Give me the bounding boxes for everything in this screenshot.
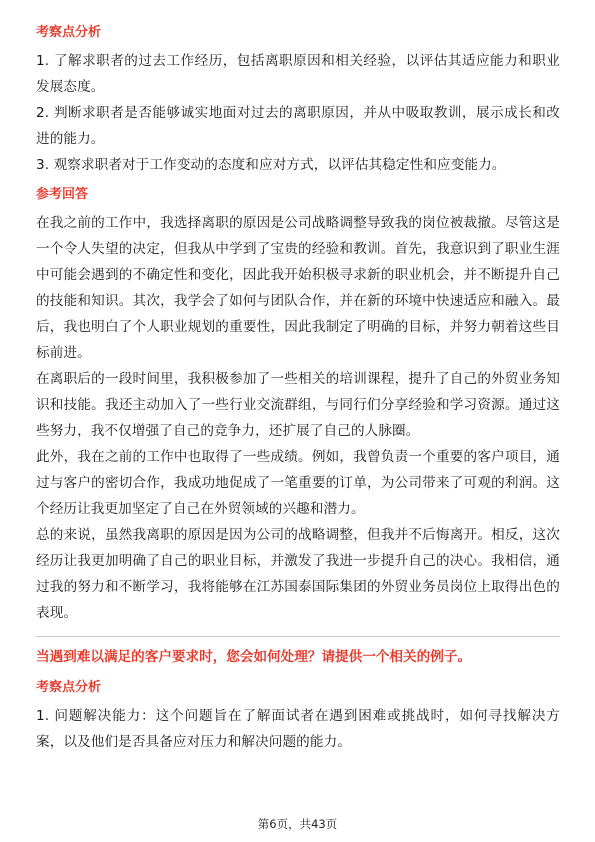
answer-paragraph: 总的来说，虽然我离职的原因是因为公司的战略调整，但我并不后悔离开。相反，这次经历让我更加明确了自己的职业目标，并激发了我进一步提升自己的决心。我相信，通过我的努力和不断学习，我将能够在江苏国泰国际集团的外贸业务员岗位上取得出色的表现。 (36, 527, 560, 621)
analysis-heading: 考察点分析 (36, 680, 102, 695)
answer-paragraph: 在我之前的工作中，我选择离职的原因是公司战略调整导致我的岗位被裁撤。尽管这是一个令人失望的决定，但我从中学到了宝贵的经验和教训。首先，我意识到了职业生涯中可能会遇到的不确定性和变化，因此我开始积极寻求新的职业机会，并不断提升自己的技能和知识。其次，我学会了如何与团队合作，并在新的环境中快速适应和融入。最后，我也明白了个人职业规划的重要性，因此我制定了明确的目标，并努力朝着这些目标前进。 (36, 215, 560, 361)
answer-paragraph: 在离职后的一段时间里，我积极参加了一些相关的培训课程，提升了自己的外贸业务知识和技能。我还主动加入了一些行业交流群组，与同行们分享经验和学习资源。通过这些努力，我不仅增强了自己的竞争力，还扩展了自己的人脉圈。 (36, 371, 560, 439)
analysis-item: 1. 问题解决能力：这个问题旨在了解面试者在遇到困难或挑战时，如何寻找解决方案，以及他们是否具备应对压力和解决问题的能力。 (36, 708, 560, 750)
analysis-item: 1. 了解求职者的过去工作经历，包括离职原因和相关经验，以评估其适应能力和职业发展态度。 (36, 53, 560, 95)
analysis-item: 3. 观察求职者对于工作变动的态度和应对方式，以评估其稳定性和应变能力。 (36, 157, 506, 173)
interview-question: 当遇到难以满足的客户要求时，您会如何处理？请提供一个相关的例子。 (36, 649, 471, 665)
analysis-heading: 考察点分析 (36, 25, 102, 40)
answer-paragraph: 此外，我在之前的工作中也取得了一些成绩。例如，我曾负责一个重要的客户项目，通过与客户的密切合作，我成功地促成了一笔重要的订单，为公司带来了可观的利润。这个经历让我更加坚定了自己在外贸领域的兴趣和潜力。 (36, 449, 560, 517)
page-content (36, 22, 560, 755)
analysis-item: 2. 判断求职者是否能够诚实地面对过去的离职原因，并从中吸取教训，展示成长和改进的能力。 (36, 105, 560, 147)
section-divider (36, 636, 560, 637)
page-number: 第6页，共43页 (257, 817, 338, 831)
answer-heading: 参考回答 (36, 187, 89, 202)
